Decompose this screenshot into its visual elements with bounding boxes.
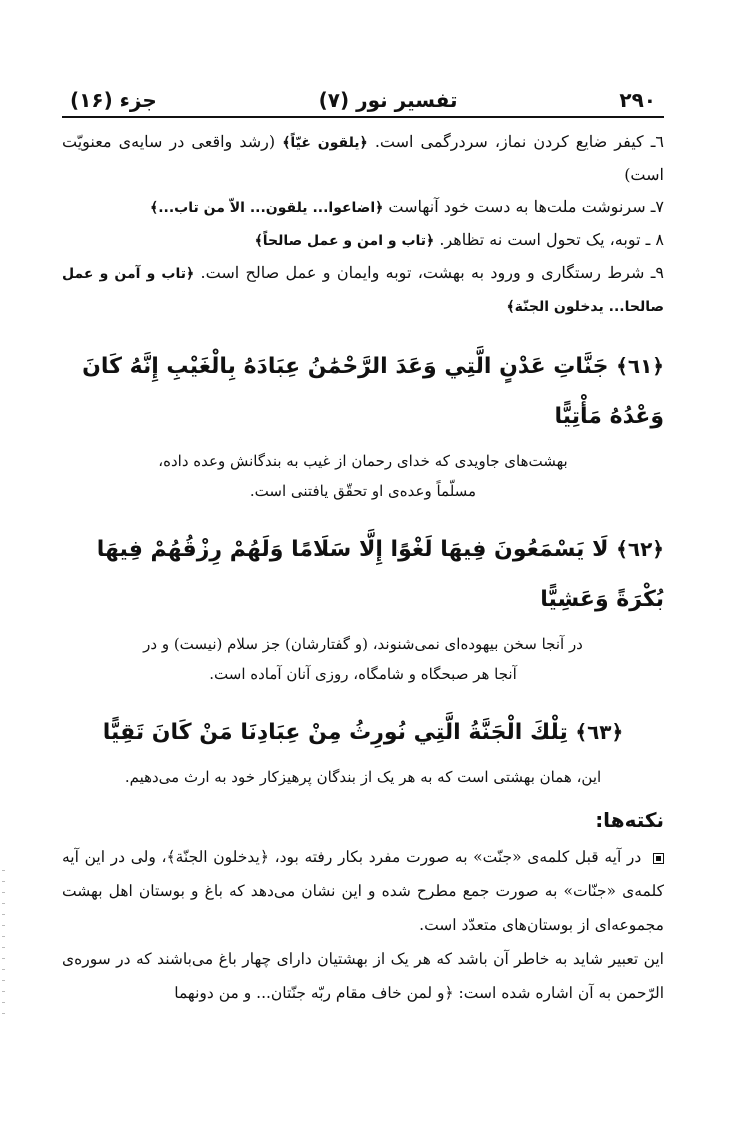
notes-title: نکته‌ها: [595,808,664,832]
verse-block [62,524,664,689]
note-paragraph: این تعبیر شاید به خاطر آن باشد که هر یک از بهشتیان دارای چهار باغ می‌باشند که در سوره‌ی الرّحمن به آن اشاره شده است: ﴿و لمن خاف مقام ربّه جنّتان... و من دونهما [62,950,664,1002]
book-title: تفسیر نور (۷) [318,88,458,112]
quote: ﴿تاب و امن و عمل صالحاً﴾ [254,233,435,249]
verse-number: ﴿٦٢﴾ [616,537,664,561]
scan-edge-marks [2,870,6,1090]
point-item: ٨ ـ توبه، یک تحول است نه تظاهر. ﴿تاب و امن و عمل صالحاً﴾ [254,230,664,249]
point-item: ٩ـ شرط رستگاری و ورود به بهشت، توبه وایمان و عمل صالح است. ﴿تاب و آمن و عمل صالحا... یدخلون الجنّة﴾ [62,263,664,315]
page-header [62,78,664,118]
point-item: ٦ـ کیفر ضایع کردن نماز، سردرگمی است. ﴿یلقون غیّاً﴾ (رشد واقعی در سایه‌ی معنویّت است) [62,132,664,184]
verse-number: ﴿٦٣﴾ [575,720,624,744]
page-body [62,118,664,1010]
verse-text: ﴿٦١﴾ جَنَّاتِ عَدْنٍ الَّتِي وَعَدَ الرَّحْمَٰنُ عِبَادَهُ بِالْغَيْبِ إِنَّهُ كَانَ وَعْدُهُ مَأْتِيًّا [82,354,664,429]
verse-number: ﴿٦١﴾ [616,354,664,378]
verse-block [62,341,664,506]
verse-translation: در آنجا سخن بیهوده‌ای نمی‌شنوند، (و گفتارشان) جز سلام (نیست) و در آنجا هر صبحگاه و شامگاه، روزی آنان آماده است. [143,635,583,683]
verse-translation: بهشت‌های جاویدی که خدای رحمان از غیب به بندگانش وعده داده، مسلّماً وعده‌ی او تحقّق یافتنی است. [158,452,568,500]
verse-text: ﴿٦٢﴾ لَا يَسْمَعُونَ فِيهَا لَغْوًا إِلَّا سَلَامًا وَلَهُمْ رِزْقُهُمْ فِيهَا بُكْرَةً وَعَشِيًّا [96,537,664,612]
quote: ﴿یلقون غیّاً﴾ [282,135,368,151]
square-bullet-icon [653,853,664,864]
book-page [62,78,664,1010]
part-label: جزء (۱۶) [70,88,157,112]
page-number: ۲۹۰ [619,88,656,112]
quote: ﴿تاب و آمن و عمل صالحا... یدخلون الجنّة﴾ [62,266,664,315]
points-list [62,126,664,323]
verse-text: ﴿٦٣﴾ تِلْكَ الْجَنَّةُ الَّتِي نُورِثُ مِنْ عِبَادِنَا مَنْ كَانَ تَقِيًّا [102,720,624,745]
note-paragraph: در آیه قبل کلمه‌ی «جنّت» به صورت مفرد بکار رفته بود، ﴿یدخلون الجنّة﴾، ولی در این آیه کلمه‌ی «جنّات» به صورت جمع مطرح شده و این نشان می‌دهد که باغ و بوستان اهل بهشت مجموعه‌ای از بوستان‌های متعدّد است. [62,848,664,934]
verse-block [62,707,664,792]
quote: ﴿اضاعوا... یلقون... الاّ من تاب...﴾ [149,200,384,216]
verse-translation: این، همان بهشتی است که به هر یک از بندگان پرهیزکار خود به ارث می‌دهیم. [124,768,602,786]
point-item: ٧ـ سرنوشت ملت‌ها به دست خود آنهاست ﴿اضاعوا... یلقون... الاّ من تاب...﴾ [149,197,664,216]
